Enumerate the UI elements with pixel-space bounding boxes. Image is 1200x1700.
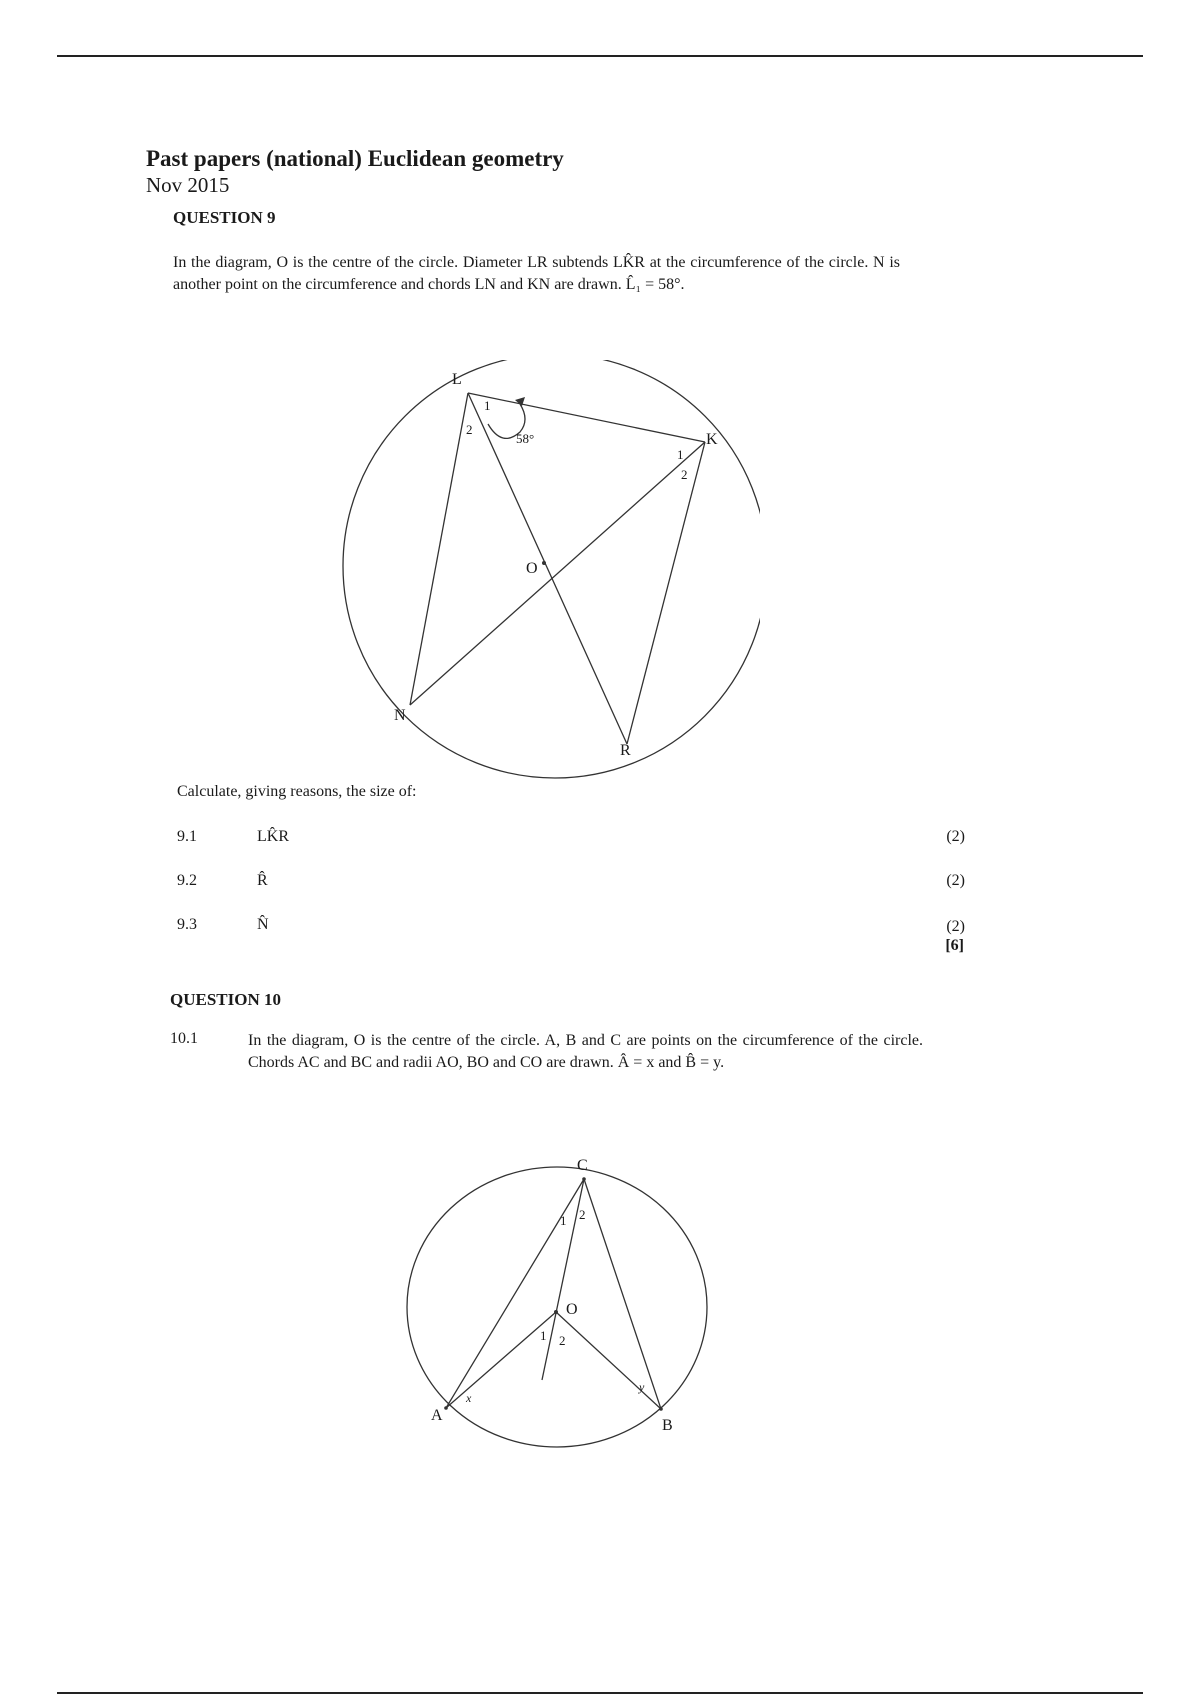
part-expression: R̂ xyxy=(257,872,268,889)
part-expression: N̂ xyxy=(257,916,269,933)
chord-LN xyxy=(410,393,468,705)
point-C xyxy=(582,1177,586,1181)
page-title: Past papers (national) Euclidean geometry xyxy=(146,146,564,171)
radius-AO xyxy=(446,1312,556,1408)
label-K2: 2 xyxy=(681,467,688,482)
label-x: x xyxy=(466,1391,472,1405)
label-N: N xyxy=(394,707,406,724)
point-A xyxy=(444,1406,448,1410)
label-O1: 1 xyxy=(540,1328,547,1343)
label-O: O xyxy=(566,1301,578,1318)
question-10-text: In the diagram, O is the centre of the circle. A, B and C are points on the circumference of the circle. Chords AC and BC and radii AO, BO and CO are drawn. Â = x and B̂ = y. xyxy=(248,1032,923,1071)
chord-CB xyxy=(584,1179,661,1409)
question-10-diagram xyxy=(400,1150,730,1460)
label-K1: 1 xyxy=(677,447,684,462)
chord-KN xyxy=(410,442,705,705)
label-C1: 1 xyxy=(560,1213,567,1228)
label-A: A xyxy=(431,1407,443,1424)
label-y: y xyxy=(639,1380,645,1394)
diameter-LR xyxy=(468,393,627,744)
question-10-heading: QUESTION 10 xyxy=(170,990,281,1009)
question-10-part-number: 10.1 xyxy=(170,1030,198,1047)
centre-dot xyxy=(542,561,546,565)
part-marks: (2) xyxy=(946,828,965,845)
bottom-rule xyxy=(57,1692,1143,1694)
page-subtitle: Nov 2015 xyxy=(146,173,230,197)
chord-LK xyxy=(468,393,705,442)
part-number: 9.1 xyxy=(177,828,197,845)
point-B xyxy=(659,1407,663,1411)
part-marks: (2) xyxy=(946,918,965,935)
question-9-instruction: Calculate, giving reasons, the size of: xyxy=(177,783,417,800)
top-rule xyxy=(57,55,1143,57)
label-L: L xyxy=(452,371,462,388)
label-B: B xyxy=(662,1417,673,1434)
chord-KR xyxy=(627,442,705,744)
label-R: R xyxy=(620,742,631,759)
label-K: K xyxy=(706,431,718,448)
question-9-heading: QUESTION 9 xyxy=(173,208,276,227)
part-number: 9.2 xyxy=(177,872,197,889)
label-O2: 2 xyxy=(559,1333,566,1348)
label-C2: 2 xyxy=(579,1207,586,1222)
label-C: C xyxy=(577,1157,588,1174)
question-9-total: [6] xyxy=(945,937,964,954)
angle-58-label: 58° xyxy=(516,431,535,446)
question-9-diagram xyxy=(320,360,760,780)
question-9-text: In the diagram, O is the centre of the circle. Diameter LR subtends LK̂R at the circumference of the circle. N is another point on the circumference and chords LN and KN are drawn. L̂₁ = 58°. xyxy=(173,254,900,293)
part-number: 9.3 xyxy=(177,916,197,933)
label-O: O xyxy=(526,560,538,577)
label-L2: 2 xyxy=(466,422,473,437)
part-expression: LK̂R xyxy=(257,828,289,845)
radius-CO-extended xyxy=(542,1179,584,1380)
part-marks: (2) xyxy=(946,872,965,889)
centre-dot xyxy=(554,1310,558,1314)
label-L1: 1 xyxy=(484,398,491,413)
